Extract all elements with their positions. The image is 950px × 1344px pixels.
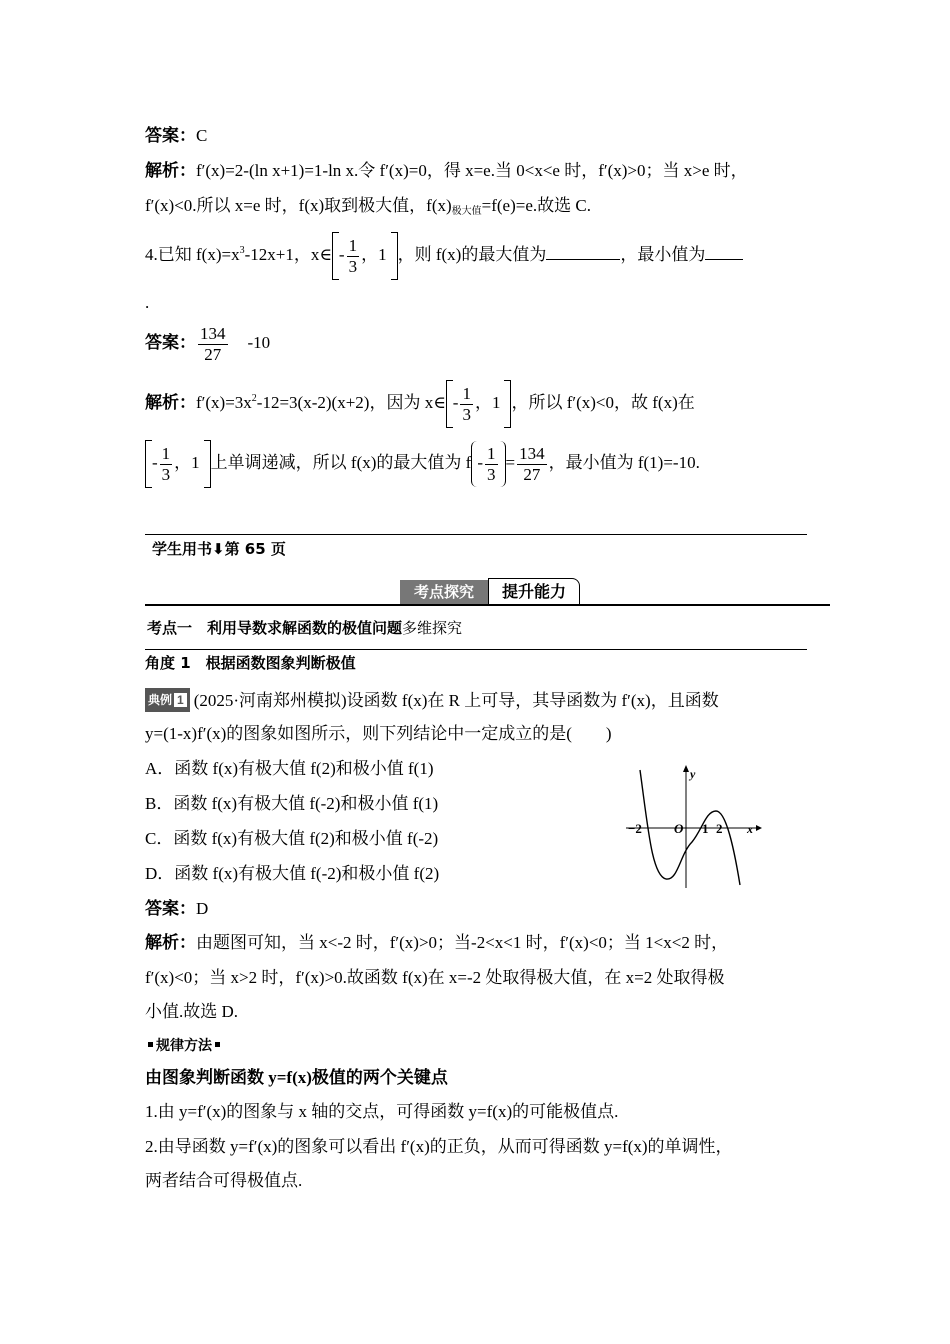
answer-blank[interactable] [705, 259, 743, 260]
left-paren [471, 441, 477, 487]
method-p2: 2.由导函数 y=f′(x)的图象可以看出 f′(x)的正负，从而可得函数 y=f(x)的单调性， [145, 1137, 733, 1156]
fraction-num: 1 [462, 383, 471, 403]
option-a[interactable]: A．函数 f(x)有极大值 f(2)和极小值 f(1) [145, 759, 434, 778]
example-text: (2025·河南郑州模拟)设函数 f(x)在 R 上可导，其导函数为 f′(x)，且函数 [193, 691, 719, 710]
fraction [517, 444, 547, 485]
divider [145, 534, 807, 535]
analysis-text: - [452, 393, 459, 412]
right-paren [500, 441, 506, 487]
fraction-den: 3 [161, 464, 171, 484]
fraction-den: 3 [462, 404, 471, 424]
q4-dot: . [145, 293, 150, 312]
analysis-text: =f(e)=e.故选 C. [481, 196, 591, 215]
x-label: x [747, 822, 753, 836]
analysis-label: 解析： [145, 393, 196, 412]
answer-label: 答案： [145, 899, 196, 918]
answer-value: -10 [247, 333, 271, 352]
example-line-1 [145, 688, 719, 712]
derivative-graph [620, 758, 770, 893]
left-bracket [446, 380, 453, 428]
topic-suffix: 多维探究 [402, 619, 463, 637]
example-tag-text: 典例 [148, 693, 173, 707]
analysis-text: ，1 [174, 453, 200, 472]
analysis-text: 由题图可知，当 x<-2 时，f′(x)>0；当-2<x<1 时，f′(x)<0；当 1<x<2 时， [196, 933, 729, 952]
book-ref: 学生用书⬇第 65 页 [152, 540, 286, 558]
answer-value: D [196, 899, 209, 918]
question-4 [145, 232, 743, 280]
fraction-num: 134 [519, 443, 545, 463]
answer-blank[interactable] [546, 259, 620, 260]
tick-2: 2 [716, 821, 723, 836]
q4-text: - [338, 245, 345, 264]
fraction [460, 384, 473, 425]
example-analysis-1 [145, 932, 728, 954]
example-answer [145, 898, 208, 920]
square-bullet-icon [215, 1042, 220, 1047]
answer-value: C [196, 126, 208, 145]
analysis-subscript: 极大值 [451, 206, 482, 217]
analysis-label: 解析： [145, 933, 196, 952]
method-p1: 1.由 y=f′(x)的图象与 x 轴的交点，可得函数 y=f(x)的可能极值点. [145, 1102, 619, 1121]
x-axis-arrow [756, 825, 762, 831]
origin-label: O [674, 821, 684, 836]
fraction-den: 3 [487, 464, 496, 484]
analysis-4b [145, 440, 700, 488]
example-tag-num: 1 [174, 693, 187, 707]
topic-title [147, 617, 462, 639]
method-title [145, 1035, 223, 1057]
square-bullet-icon [148, 1042, 153, 1047]
example-analysis-3: 小值.故选 D. [145, 1002, 239, 1021]
left-bracket [332, 232, 339, 280]
method-heading: 由图象判断函数 y=f(x)极值的两个关键点 [145, 1068, 448, 1087]
right-bracket [391, 232, 398, 280]
right-bracket [504, 380, 511, 428]
analysis-text: - [477, 453, 483, 472]
fraction-num: 1 [348, 235, 358, 255]
fraction-den: 3 [348, 256, 358, 276]
answer-line-3 [145, 125, 207, 147]
analysis-line-3a [145, 160, 748, 182]
answer-4 [145, 320, 270, 366]
example-tag [145, 688, 190, 712]
option-d[interactable]: D．函数 f(x)有极大值 f(-2)和极小值 f(2) [145, 864, 440, 883]
q4-sup: 3 [239, 245, 245, 256]
option-b[interactable]: B．函数 f(x)有极大值 f(-2)和极小值 f(1) [145, 794, 439, 813]
fraction-den: 27 [523, 464, 541, 484]
q4-text: ，1 [361, 245, 387, 264]
analysis-text: f′(x)<0.所以 x=e 时，f(x)取到极大值，f(x) [145, 196, 452, 215]
analysis-sup: 2 [251, 393, 257, 404]
analysis-line-3b [145, 195, 591, 223]
analysis-text: ，所以 f′(x)<0，故 f(x)在 [511, 393, 695, 412]
analysis-text: f′(x)=2-(ln x+1)=1-ln x.令 f′(x)=0，得 x=e.当 0<x<e 时，f′(x)>0；当 x>e 时， [196, 161, 748, 180]
example-line-2: y=(1-x)f′(x)的图象如图所示，则下列结论中一定成立的是( ) [145, 724, 612, 743]
topic-title-text: 考点一 利用导数求解函数的极值问题 [147, 619, 403, 637]
example-analysis-2: f′(x)<0；当 x>2 时，f′(x)>0.故函数 f(x)在 x=-2 处取得极大值，在 x=2 处取得极 [145, 968, 725, 987]
q4-text: 4.已知 f(x)=x [145, 245, 240, 264]
analysis-text: ，最小值为 f(1)=-10. [548, 453, 700, 472]
analysis-text: - [152, 453, 158, 472]
left-bracket [145, 440, 152, 488]
analysis-label: 解析： [145, 161, 196, 180]
method-p3: 两者结合可得极值点. [145, 1171, 303, 1190]
fraction [160, 444, 173, 485]
fraction-den: 27 [204, 344, 222, 364]
right-bracket [204, 440, 211, 488]
divider [145, 604, 830, 606]
fraction [347, 236, 360, 277]
analysis-text: -12=3(x-2)(x+2)，因为 x∈ [256, 393, 446, 412]
y-axis-arrow [683, 765, 689, 772]
analysis-text: 上单调递减，所以 f(x)的最大值为 f [210, 453, 472, 472]
tick-neg2: −2 [628, 821, 642, 836]
analysis-text: ，1 [474, 393, 501, 412]
option-c[interactable]: C．函数 f(x)有极大值 f(2)和极小值 f(-2) [145, 829, 439, 848]
analysis-4a [145, 380, 695, 428]
method-title-text: 规律方法 [156, 1038, 212, 1054]
tick-1: 1 [702, 821, 709, 836]
fraction [485, 444, 498, 485]
fraction-num: 134 [200, 323, 226, 343]
fraction-num: 1 [487, 443, 496, 463]
analysis-text: f′(x)=3x [196, 393, 252, 412]
banner-left: 考点探究 [400, 580, 488, 604]
divider [145, 649, 807, 650]
q4-text: ，则 f(x)的最大值为 [397, 245, 547, 264]
q4-text: -12x+1，x∈ [244, 245, 332, 264]
answer-label: 答案： [145, 333, 196, 352]
fraction [198, 324, 228, 365]
angle-title: 角度 1 根据函数图象判断极值 [145, 654, 356, 672]
q4-text: ，最小值为 [620, 245, 706, 264]
banner-right: 提升能力 [488, 578, 580, 605]
answer-label: 答案： [145, 126, 196, 145]
analysis-text: = [505, 453, 516, 472]
y-label: y [690, 767, 696, 781]
fraction-num: 1 [161, 443, 171, 463]
